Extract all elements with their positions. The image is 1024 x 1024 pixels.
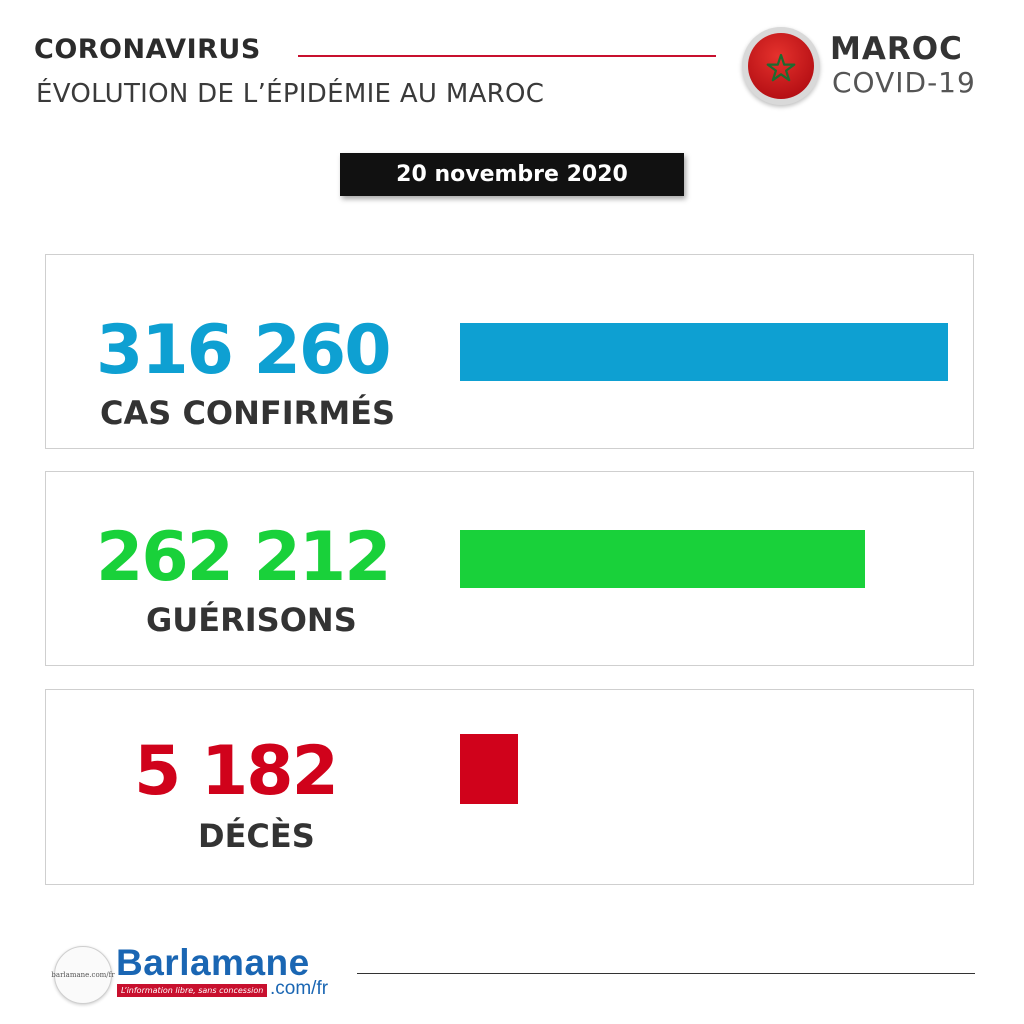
- logo-text: barlamane.com/fr: [51, 971, 115, 979]
- recovered-count: 262 212: [96, 518, 390, 597]
- barlamane-seal-logo: [51, 946, 115, 1004]
- recovered-label: GUÉRISONS: [146, 601, 357, 639]
- confirmed-label: CAS CONFIRMÉS: [100, 394, 396, 432]
- brand-domain: .com/fr: [270, 978, 329, 999]
- brand-name: Barlamane: [116, 942, 310, 983]
- covid-tag: COVID-19: [832, 66, 976, 99]
- deaths-bar: [460, 734, 518, 804]
- header-title: CORONAVIRUS: [34, 34, 261, 65]
- date-badge: [340, 153, 684, 196]
- date-text: 20 novembre 2020: [396, 162, 628, 187]
- header-subtitle: ÉVOLUTION DE L’ÉPIDÉMIE AU MAROC: [36, 79, 545, 109]
- header-divider: [298, 55, 716, 57]
- confirmed-panel: [45, 254, 974, 449]
- confirmed-count: 316 260: [96, 311, 390, 390]
- country-label: MAROC: [830, 31, 963, 67]
- brand-tagline: L’information libre, sans concession: [117, 984, 267, 997]
- deaths-count: 5 182: [134, 732, 337, 811]
- confirmed-bar: [460, 323, 948, 381]
- footer-divider: [357, 973, 975, 974]
- deaths-panel: [45, 689, 974, 885]
- morocco-flag-icon: [742, 27, 820, 105]
- recovered-bar: [460, 530, 865, 588]
- recovered-panel: [45, 471, 974, 666]
- deaths-label: DÉCÈS: [198, 817, 315, 855]
